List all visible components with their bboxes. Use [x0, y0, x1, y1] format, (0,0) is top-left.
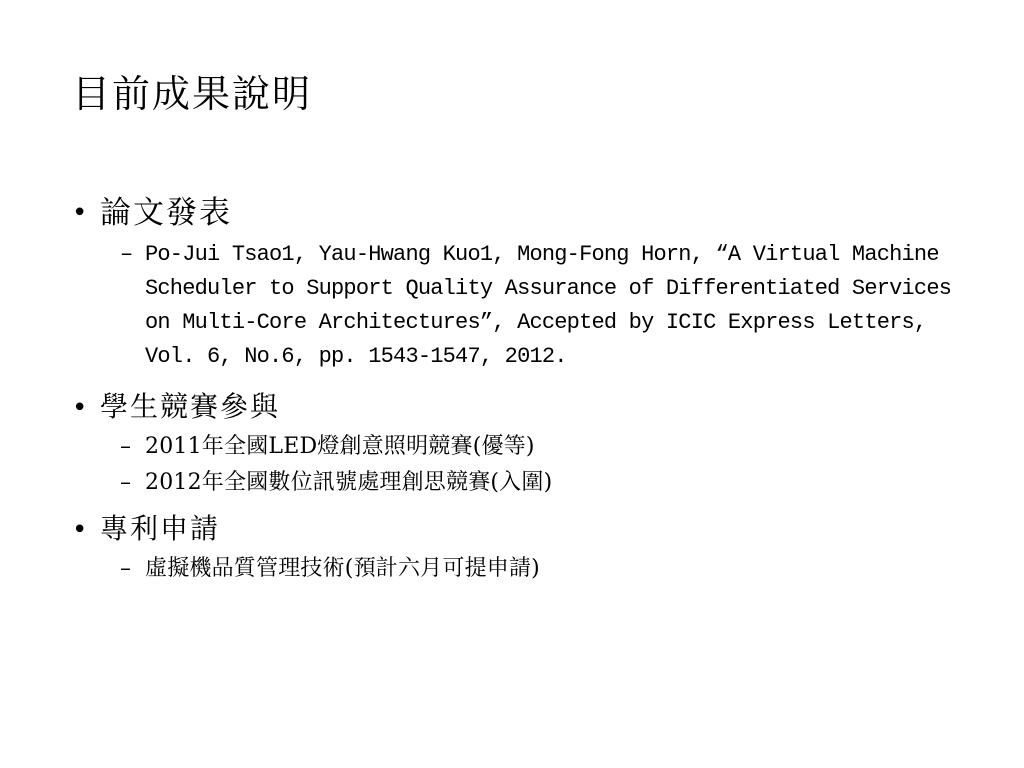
bullet-icon: • [72, 515, 88, 545]
competition-text: 2011年全國LED燈創意照明競賽(優等) [145, 434, 535, 459]
competition-item [72, 466, 972, 500]
competition-list [72, 430, 972, 500]
publication-list [72, 238, 972, 374]
competition-item [72, 430, 972, 464]
section-publications [72, 188, 972, 374]
bullet-icon: • [72, 393, 88, 423]
dash-icon: – [120, 242, 133, 267]
patent-item [72, 552, 972, 586]
dash-icon: – [120, 470, 132, 495]
slide-content [72, 188, 972, 586]
bullet-line-patents [72, 508, 972, 550]
publication-item [72, 238, 955, 374]
competition-text: 2012年全國數位訊號處理創思競賽(入圍) [145, 470, 553, 495]
bullet-line-competitions [72, 386, 972, 428]
dash-icon: – [120, 556, 132, 581]
dash-icon: – [120, 434, 132, 459]
section-patents [72, 508, 972, 586]
section-heading-competitions: 學生競賽參與 [100, 390, 281, 423]
slide-title: 目前成果說明 [72, 72, 313, 116]
publication-text: Po-Jui Tsao1, Yau-Hwang Kuo1, Mong-Fong Horn, “A Virtual Machine Scheduler to Support Quality Assurance of Differentiated Services on Multi-Core Architectures”, Accepted by ICIC Express Letters, Vol. 6, No.6, pp. 1543-1547, 2012. [145, 242, 952, 369]
bullet-line-publications [72, 188, 972, 238]
patent-text: 虛擬機品質管理技術(預計六月可提申請) [145, 556, 540, 581]
section-heading-publications: 論文發表 [100, 195, 232, 231]
section-heading-patents: 專利申請 [100, 512, 221, 545]
section-competitions [72, 386, 972, 500]
bullet-icon: • [72, 198, 88, 228]
patent-list [72, 552, 972, 586]
